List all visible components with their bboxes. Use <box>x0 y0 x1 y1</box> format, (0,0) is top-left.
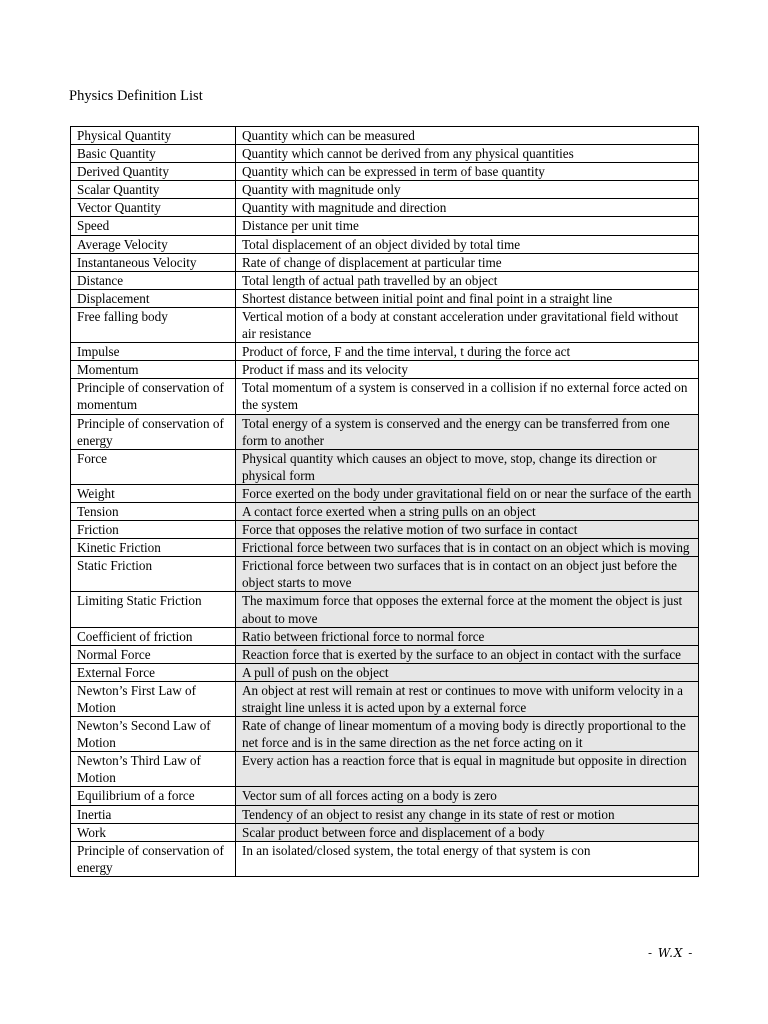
term-cell: Static Friction <box>71 557 236 592</box>
definition-cell: Rate of change of displacement at particular time <box>236 253 699 271</box>
term-cell: Coefficient of friction <box>71 627 236 645</box>
term-cell: Derived Quantity <box>71 163 236 181</box>
definition-cell: An object at rest will remain at rest or continues to move with uniform velocity in a straight line unless it is acted upon by a external force <box>236 681 699 716</box>
definition-cell: Scalar product between force and displacement of a body <box>236 823 699 841</box>
term-cell: Weight <box>71 484 236 502</box>
table-row <box>71 645 699 663</box>
definition-cell: Quantity with magnitude only <box>236 181 699 199</box>
definition-cell: Vector sum of all forces acting on a body is zero <box>236 787 699 805</box>
definition-cell: Total length of actual path travelled by an object <box>236 271 699 289</box>
term-cell: Average Velocity <box>71 235 236 253</box>
table-row <box>71 627 699 645</box>
term-cell: Scalar Quantity <box>71 181 236 199</box>
definition-cell: Frictional force between two surfaces that is in contact on an object just before the object starts to move <box>236 557 699 592</box>
page-title: Physics Definition List <box>69 88 203 104</box>
definition-cell: A pull of push on the object <box>236 663 699 681</box>
definition-cell: Product if mass and its velocity <box>236 361 699 379</box>
term-cell: Principle of conservation of energy <box>71 841 236 876</box>
term-cell: Limiting Static Friction <box>71 592 236 627</box>
table-row <box>71 235 699 253</box>
term-cell: Free falling body <box>71 307 236 342</box>
term-cell: Newton’s Second Law of Motion <box>71 717 236 752</box>
table-row <box>71 484 699 502</box>
table-row <box>71 521 699 539</box>
table-row <box>71 449 699 484</box>
definition-cell: Quantity which can be measured <box>236 127 699 145</box>
definition-cell: Tendency of an object to resist any change in its state of rest or motion <box>236 805 699 823</box>
table-row <box>71 823 699 841</box>
table-row <box>71 539 699 557</box>
term-cell: Tension <box>71 502 236 520</box>
table-row <box>71 805 699 823</box>
page-footer: - W.X - <box>648 946 694 960</box>
table-row <box>71 217 699 235</box>
table-row <box>71 343 699 361</box>
definition-cell: Total energy of a system is conserved and the energy can be transferred from one form to another <box>236 414 699 449</box>
table-row <box>71 557 699 592</box>
term-cell: Principle of conservation of energy <box>71 414 236 449</box>
definition-cell: Reaction force that is exerted by the surface to an object in contact with the surface <box>236 645 699 663</box>
table-row <box>71 289 699 307</box>
definition-cell: Rate of change of linear momentum of a moving body is directly proportional to the net force and is in the same direction as the net force acting on it <box>236 717 699 752</box>
definition-cell: Quantity which can be expressed in term of base quantity <box>236 163 699 181</box>
definition-cell: Quantity which cannot be derived from any physical quantities <box>236 145 699 163</box>
table-row <box>71 145 699 163</box>
definition-cell: Physical quantity which causes an object to move, stop, change its direction or physical form <box>236 449 699 484</box>
table-row <box>71 307 699 342</box>
term-cell: Kinetic Friction <box>71 539 236 557</box>
definition-cell: Frictional force between two surfaces that is in contact on an object which is moving <box>236 539 699 557</box>
term-cell: External Force <box>71 663 236 681</box>
definition-cell: Force exerted on the body under gravitational field on or near the surface of the earth <box>236 484 699 502</box>
definition-cell: A contact force exerted when a string pulls on an object <box>236 502 699 520</box>
term-cell: Displacement <box>71 289 236 307</box>
table-row <box>71 379 699 414</box>
definition-cell: Total displacement of an object divided by total time <box>236 235 699 253</box>
definitions-table-body <box>71 127 699 877</box>
term-cell: Work <box>71 823 236 841</box>
table-row <box>71 787 699 805</box>
term-cell: Equilibrium of a force <box>71 787 236 805</box>
definition-cell: Shortest distance between initial point and final point in a straight line <box>236 289 699 307</box>
table-row <box>71 717 699 752</box>
term-cell: Physical Quantity <box>71 127 236 145</box>
term-cell: Inertia <box>71 805 236 823</box>
term-cell: Newton’s First Law of Motion <box>71 681 236 716</box>
table-row <box>71 361 699 379</box>
definition-cell: In an isolated/closed system, the total energy of that system is con <box>236 841 699 876</box>
table-row <box>71 271 699 289</box>
table-row <box>71 127 699 145</box>
table-row <box>71 414 699 449</box>
term-cell: Friction <box>71 521 236 539</box>
term-cell: Instantaneous Velocity <box>71 253 236 271</box>
definition-cell: The maximum force that opposes the external force at the moment the object is just about to move <box>236 592 699 627</box>
table-row <box>71 181 699 199</box>
table-row <box>71 681 699 716</box>
table-row <box>71 752 699 787</box>
definition-cell: Vertical motion of a body at constant acceleration under gravitational field without air resistance <box>236 307 699 342</box>
definition-cell: Product of force, F and the time interval, t during the force act <box>236 343 699 361</box>
table-row <box>71 199 699 217</box>
term-cell: Newton’s Third Law of Motion <box>71 752 236 787</box>
table-row <box>71 841 699 876</box>
definitions-table <box>70 126 699 877</box>
table-row <box>71 663 699 681</box>
term-cell: Distance <box>71 271 236 289</box>
term-cell: Normal Force <box>71 645 236 663</box>
definition-cell: Quantity with magnitude and direction <box>236 199 699 217</box>
table-row <box>71 502 699 520</box>
definition-cell: Distance per unit time <box>236 217 699 235</box>
definition-cell: Force that opposes the relative motion of two surface in contact <box>236 521 699 539</box>
term-cell: Momentum <box>71 361 236 379</box>
term-cell: Vector Quantity <box>71 199 236 217</box>
definition-cell: Total momentum of a system is conserved in a collision if no external force acted on the system <box>236 379 699 414</box>
term-cell: Impulse <box>71 343 236 361</box>
definition-cell: Every action has a reaction force that is equal in magnitude but opposite in direction <box>236 752 699 787</box>
term-cell: Principle of conservation of momentum <box>71 379 236 414</box>
table-row <box>71 592 699 627</box>
term-cell: Speed <box>71 217 236 235</box>
term-cell: Basic Quantity <box>71 145 236 163</box>
definition-cell: Ratio between frictional force to normal force <box>236 627 699 645</box>
term-cell: Force <box>71 449 236 484</box>
table-row <box>71 253 699 271</box>
table-row <box>71 163 699 181</box>
